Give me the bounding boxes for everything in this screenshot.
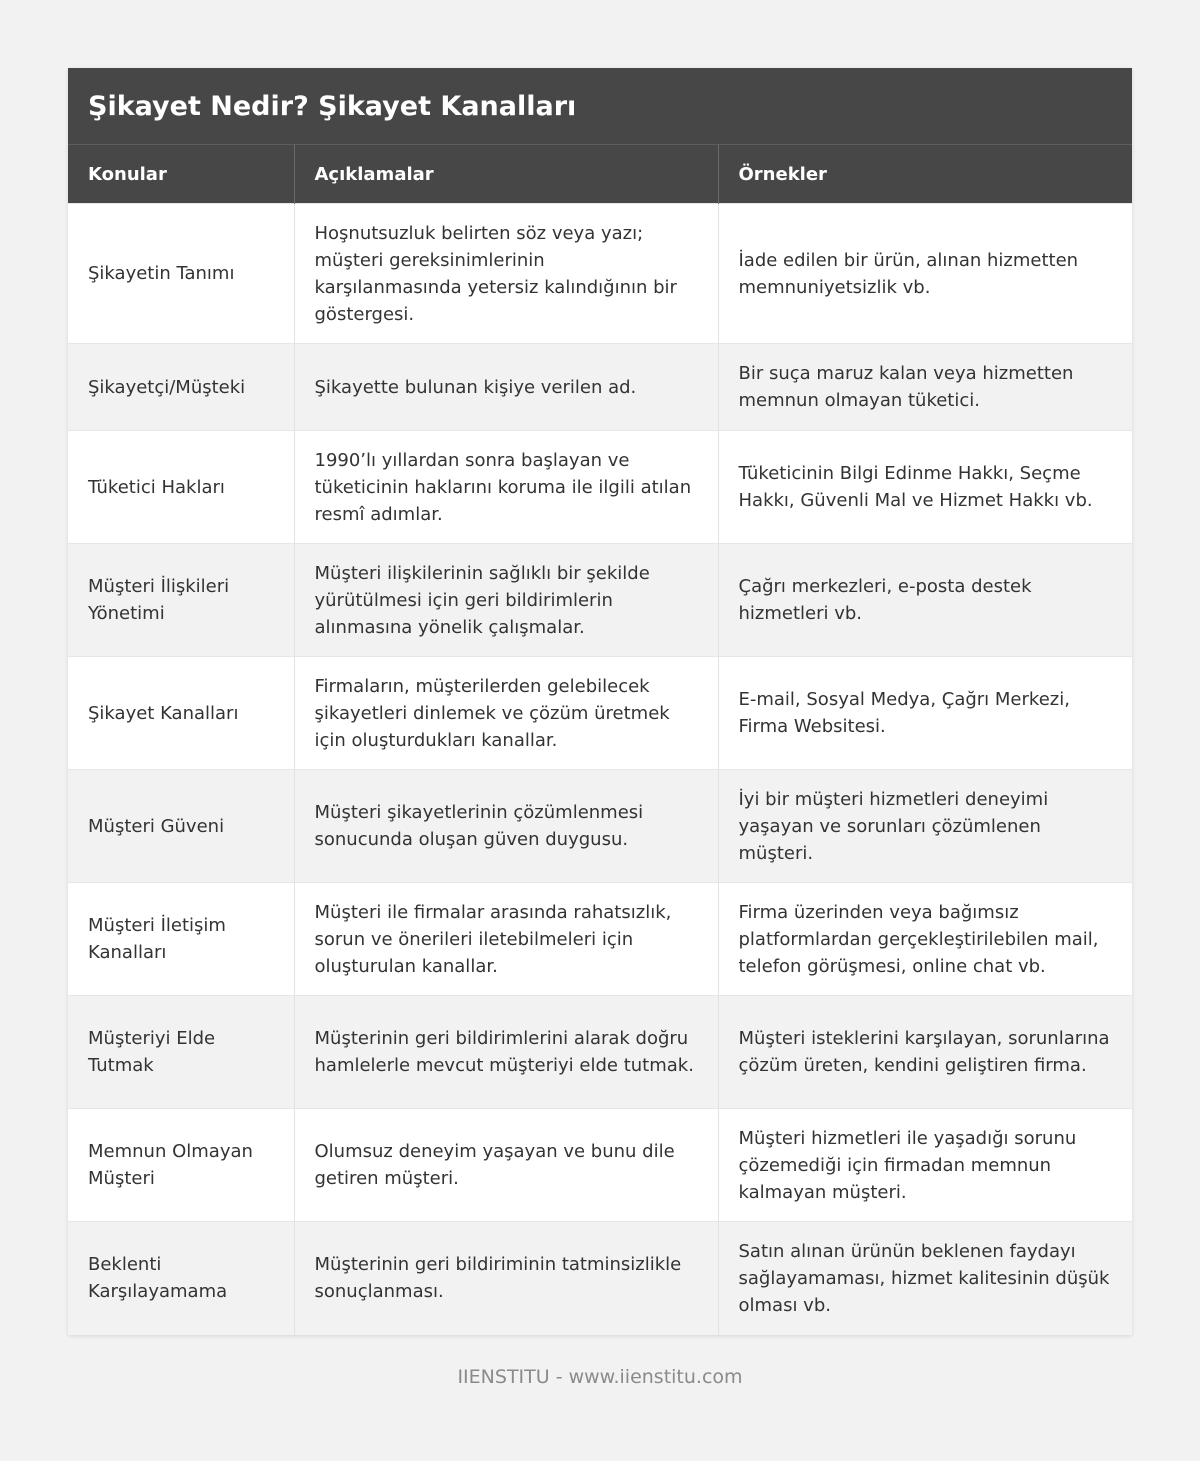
table-row [68,996,1132,1109]
table-row [68,1222,1132,1335]
cell-example: Bir suça maruz kalan veya hizmetten memnun olmayan tüketici. [718,344,1132,431]
column-header-ornekler: Örnekler [718,145,1132,204]
cell-topic: Şikayetçi/Müşteki [68,344,294,431]
cell-description: Müşteri ile firmalar arasında rahatsızlık, sorun ve önerileri iletebilmeleri için oluşturulan kanallar. [294,883,718,996]
cell-example: Müşteri isteklerini karşılayan, sorunlarına çözüm üreten, kendini geliştiren firma. [718,996,1132,1109]
table-row [68,883,1132,996]
cell-topic: Şikayetin Tanımı [68,204,294,344]
table-row [68,770,1132,883]
cell-example: İyi bir müşteri hizmetleri deneyimi yaşayan ve sorunları çözümlenen müşteri. [718,770,1132,883]
cell-topic: Müşteri İlişkileri Yönetimi [68,544,294,657]
cell-topic: Beklenti Karşılayamama [68,1222,294,1335]
cell-description: Firmaların, müşterilerden gelebilecek şikayetleri dinlemek ve çözüm üretmek için oluşturdukları kanallar. [294,657,718,770]
column-header-konular: Konular [68,145,294,204]
cell-description: Müşterinin geri bildiriminin tatminsizlikle sonuçlanması. [294,1222,718,1335]
cell-example: Firma üzerinden veya bağımsız platformlardan gerçekleştirilebilen mail, telefon görüşmesi, online chat vb. [718,883,1132,996]
info-table [68,144,1132,1335]
cell-description: Müşterinin geri bildirimlerini alarak doğru hamlelerle mevcut müşteriyi elde tutmak. [294,996,718,1109]
table-header-row [68,145,1132,204]
cell-example: Satın alınan ürünün beklenen faydayı sağlayamaması, hizmet kalitesinin düşük olması vb. [718,1222,1132,1335]
cell-topic: Şikayet Kanalları [68,657,294,770]
cell-topic: Tüketici Hakları [68,431,294,544]
column-header-aciklamalar: Açıklamalar [294,145,718,204]
cell-description: Müşteri ilişkilerinin sağlıklı bir şekilde yürütülmesi için geri bildirimlerin alınmasına yönelik çalışmalar. [294,544,718,657]
cell-example: Müşteri hizmetleri ile yaşadığı sorunu çözemediği için firmadan memnun kalmayan müşteri. [718,1109,1132,1222]
cell-description: Şikayette bulunan kişiye verilen ad. [294,344,718,431]
cell-topic: Müşteri İletişim Kanalları [68,883,294,996]
cell-topic: Müşteri Güveni [68,770,294,883]
table-card [68,68,1132,1335]
cell-description: 1990’lı yıllardan sonra başlayan ve tüketicinin haklarını koruma ile ilgili atılan resmî adımlar. [294,431,718,544]
table-row [68,431,1132,544]
page-title: Şikayet Nedir? Şikayet Kanalları [68,68,1132,144]
table-row [68,344,1132,431]
cell-description: Hoşnutsuzluk belirten söz veya yazı; müşteri gereksinimlerinin karşılanmasında yetersiz kalındığının bir göstergesi. [294,204,718,344]
table-row [68,204,1132,344]
cell-description: Müşteri şikayetlerinin çözümlenmesi sonucunda oluşan güven duygusu. [294,770,718,883]
cell-example: Çağrı merkezleri, e-posta destek hizmetleri vb. [718,544,1132,657]
cell-example: E-mail, Sosyal Medya, Çağrı Merkezi, Firma Websitesi. [718,657,1132,770]
footer-credit: IIENSTITU - www.iienstitu.com [457,1366,743,1388]
cell-topic: Müşteriyi Elde Tutmak [68,996,294,1109]
cell-example: İade edilen bir ürün, alınan hizmetten memnuniyetsizlik vb. [718,204,1132,344]
cell-topic: Memnun Olmayan Müşteri [68,1109,294,1222]
table-row [68,544,1132,657]
cell-description: Olumsuz deneyim yaşayan ve bunu dile getiren müşteri. [294,1109,718,1222]
cell-example: Tüketicinin Bilgi Edinme Hakkı, Seçme Hakkı, Güvenli Mal ve Hizmet Hakkı vb. [718,431,1132,544]
table-row [68,657,1132,770]
table-row [68,1109,1132,1222]
